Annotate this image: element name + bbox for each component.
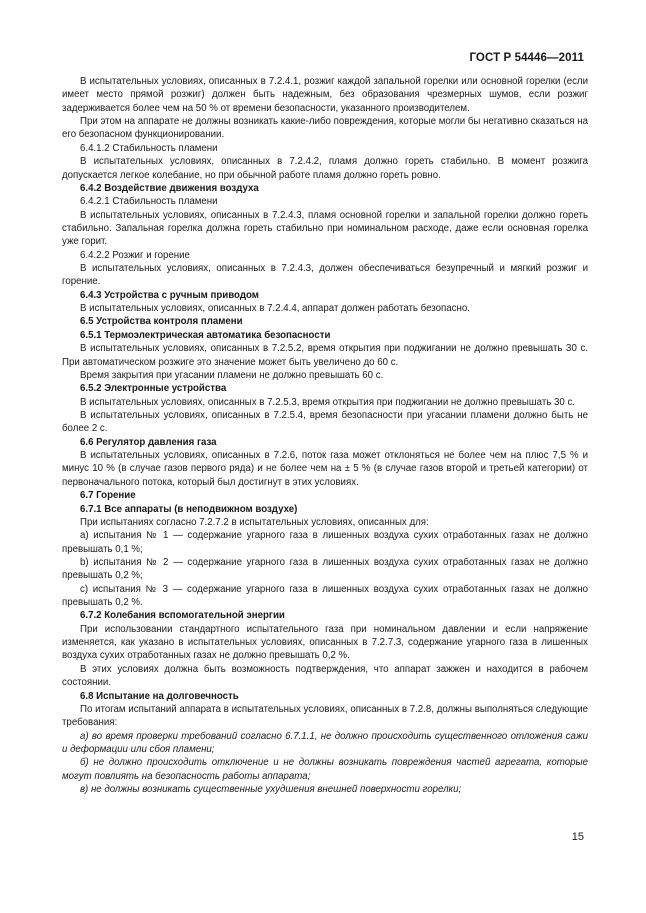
paragraph: В испытательных условиях, описанных в 7.2.4.3, должен обеспечиваться безупречный и мягкий розжиг и горение. [62,263,588,288]
section-heading: 6.8 Испытание на долговечность [80,690,239,702]
section-heading: 6.5.2 Электронные устройства [80,383,227,395]
list-item: b) испытания № 2 — содержание угарного газа в лишенных воздуха сухих отработанных газах не должно превышать 0,2 %; [62,556,588,582]
paragraph: В испытательных условиях, описанных в 7.2.4.2, пламя должно гореть стабильно. В момент розжига допускается легкое колебание, но при обычной работе пламя должно гореть ровно. [62,156,588,181]
paragraph: При использовании стандартного испытательного газа при номинальном давлении и если напряжение изменяется, как указано в испытательных условиях, описанных в 7.2.7.3, содержание угарного газа в лишенных воздуха сухих отработанных газах не должно превышать 0,2 %. [62,623,588,662]
paragraph: В испытательных условиях, описанных в 7.2.4.4, аппарат должен работать безопасно. [80,303,470,315]
section-heading: 6.5.1 Термоэлектрическая автоматика безопасности [80,329,331,341]
section-heading: 6.6 Регулятор давления газа [80,436,217,448]
paragraph: В испытательных условиях, описанных в 7.2.4.3, пламя основной горелки и запальной горелки должно гореть стабильно. Запальная горелка должна гореть стабильно при номинальном расходе, даже если основная горелка уже горит. [62,209,588,248]
section-heading: 6.4.2 Воздействие движения воздуха [80,182,259,194]
section-heading: 6.7.1 Все аппараты (в неподвижном воздухе) [80,503,298,515]
subsection-heading: 6.4.1.2 Стабильность пламени [80,142,218,154]
list-item: а) испытания № 1 — содержание угарного газа в лишенных воздуха сухих отработанных газах не должно превышать 0,1 %; [62,530,588,555]
list-item: б) не должно происходить отключение и не должны возникать повреждения частей агрегата, которые могут повлиять на безопасность работы аппарата; [62,757,588,782]
document-header: ГОСТ Р 54446—2011 [469,52,584,64]
subsection-heading: 6.4.2.2 Розжиг и горение [80,249,190,261]
section-heading: 6.4.3 Устройства с ручным приводом [80,289,259,301]
paragraph: В испытательных условиях, описанных в 7.2.5.4, время безопасности при угасании пламени должно быть не более 2 с. [62,409,588,435]
section-heading: 6.7 Горение [80,490,136,502]
paragraph: В испытательных условиях, описанных в 7.2.6, поток газа может отклоняться не более чем на плюс 7,5 % и минус 10 % (в случае газов первого ряда) и не более чем на ± 5 % (в случае газов второй и третьей категории) от первоначального потока, который был достигнут в этих условиях. [62,450,588,488]
document-body [62,75,588,796]
paragraph: В испытательных условиях, описанных в 7.2.5.2, время открытия при поджигании не должно превышать 30 с. При автоматическом розжиге это значение может быть увеличено до 60 с. [62,343,588,368]
section-heading: 6.7.2 Колебания вспомогательной энергии [80,610,285,622]
subsection-heading: 6.4.2.1 Стабильность пламени [80,196,218,208]
section-heading: 6.5 Устройства контроля пламени [80,316,243,328]
paragraph: В этих условиях должна быть возможность подтверждения, что аппарат зажжен и находится в рабочем состоянии. [62,663,588,689]
paragraph: При этом на аппарате не должны возникать какие-либо повреждения, которые могли бы негативно сказаться на его безопасном функционировании. [62,116,588,141]
list-item: с) испытания № 3 — содержание угарного газа в лишенных воздуха сухих отработанных газах не должно превышать 0,2 %. [62,583,588,609]
paragraph: Время закрытия при угасании пламени не должно превышать 60 с. [80,369,384,381]
page-number: 15 [571,831,584,843]
paragraph: В испытательных условиях, описанных в 7.2.5.3, время открытия при поджигании не должно превышать 30 с. [80,396,575,408]
paragraph: При испытаниях согласно 7.2.7.2 в испытательных условиях, описанных для: [80,516,429,528]
list-item: в) не должны возникать существенные ухудшения внешней поверхности горелки; [80,784,462,796]
paragraph: По итогам испытаний аппарата в испытательных условиях, описанных в 7.2.8, должны выполняться следующие требования: [62,703,588,729]
paragraph: В испытательных условиях, описанных в 7.2.4.1, розжиг каждой запальной горелки или основной горелки (если имеет место прямой розжиг) должен быть надежным, без образования чрезмерных шумов, если розжиг задерживается более чем на 50 % от времени безопасности, указанного производителем. [62,76,588,114]
list-item: а) во время проверки требований согласно 6.7.1.1, не должно происходить существенного отложения сажи и деформации или сбоя пламени; [62,730,588,755]
